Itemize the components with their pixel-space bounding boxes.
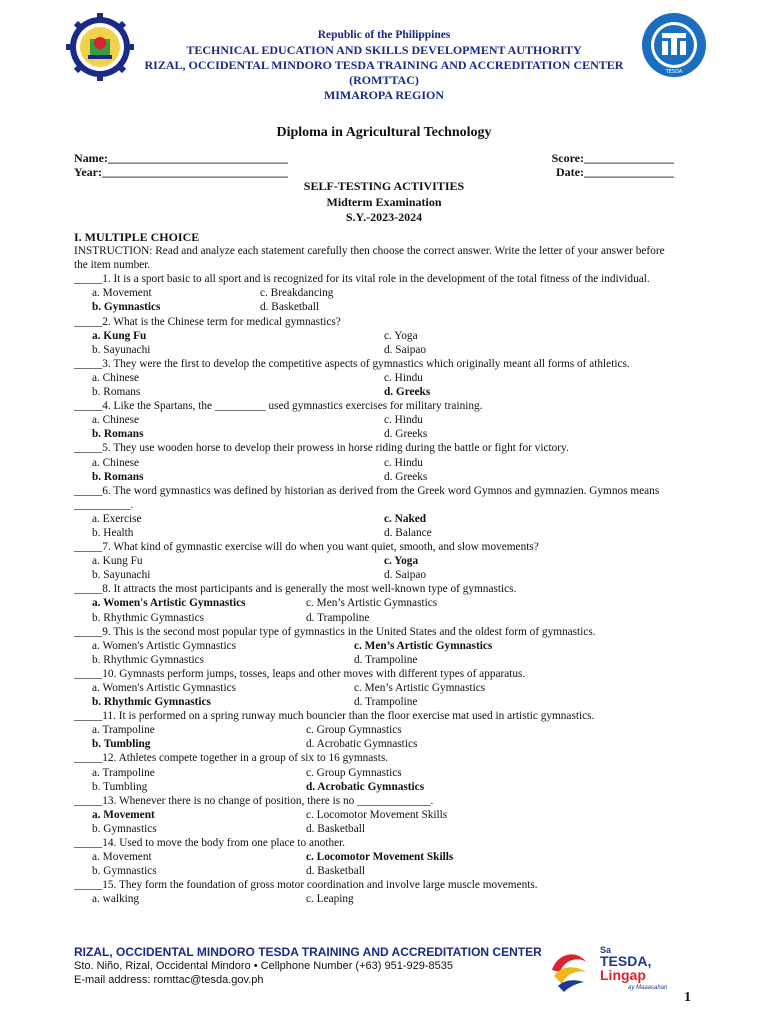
option-d: d. Trampoline: [306, 611, 370, 624]
question-8: _____8. It attracts the most participants and is generally the most well-known type of gymnastics.: [74, 583, 517, 596]
page-number: 1: [684, 990, 691, 1005]
question-14-options: [74, 850, 676, 878]
option-c: c. Locomotor Movement Skills: [306, 808, 448, 821]
activity-heading: SELF-TESTING ACTIVITIES: [303, 179, 465, 193]
question-13-options: [74, 808, 676, 836]
question-9-options: [74, 639, 676, 667]
question-3-options: [74, 371, 676, 399]
option-a: a. Movement: [92, 808, 155, 821]
option-d: d. Acrobatic Gymnastics: [306, 738, 418, 751]
option-c: c. Yoga: [384, 555, 419, 568]
option-d: d. Trampoline: [354, 696, 418, 709]
option-d: d. Basketball: [260, 301, 319, 314]
header-center: RIZAL, OCCIDENTAL MINDORO TESDA TRAINING AND ACCREDITATION CENTER: [144, 58, 624, 72]
option-a: a. Exercise: [92, 512, 142, 525]
score-field[interactable]: Score:_______________: [551, 151, 674, 165]
student-fields: [74, 151, 674, 179]
question-8-options: [74, 596, 676, 624]
option-a: a. Women's Artistic Gymnastics: [92, 597, 246, 610]
option-b: b. Romans: [92, 470, 144, 483]
option-b: b. Sayunachi: [92, 343, 151, 356]
option-a: a. Chinese: [92, 456, 140, 469]
option-d: d. Trampoline: [354, 653, 418, 666]
footer: [74, 945, 542, 987]
option-d: d. Saipao: [384, 569, 427, 582]
option-b: b. Tumbling: [92, 780, 148, 793]
question-9: _____9. This is the second most popular type of gymnastics in the United States and the oldest form of gymnastics.: [74, 625, 596, 638]
option-a: a. Movement: [92, 287, 152, 300]
option-a: a. Kung Fu: [92, 329, 147, 342]
question-6: _____6. The word gymnastics was defined by historian as derived from the Greek word Gymnos and gymnazien. Gymnos means __________.: [74, 484, 660, 511]
option-d: d. Acrobatic Gymnastics: [306, 780, 425, 793]
lingap-text-3: Lingap: [600, 967, 646, 983]
option-b: b. Romans: [92, 428, 144, 441]
question-13: _____13. Whenever there is no change of position, there is no _____________.: [74, 794, 434, 807]
option-a: a. Chinese: [92, 371, 140, 384]
option-a: a. walking: [92, 893, 140, 906]
header-republic: Republic of the Philippines: [317, 29, 451, 41]
year-field[interactable]: Year:_______________________________: [74, 165, 288, 179]
option-b: b. Gymnastics: [92, 822, 157, 835]
tesda-seal-text: TESDA: [665, 69, 683, 75]
footer-center-name: RIZAL, OCCIDENTAL MINDORO TESDA TRAINING AND ACCREDITATION CENTER: [74, 945, 542, 959]
option-c: c. Locomotor Movement Skills: [306, 851, 454, 864]
lingap-logo: [548, 942, 688, 992]
option-b: b. Gymnastics: [92, 865, 157, 878]
question-15-options: [74, 892, 676, 906]
option-c: c. Group Gymnastics: [306, 724, 402, 737]
question-2-options: [74, 329, 676, 357]
option-b: b. Rhythmic Gymnastics: [92, 611, 205, 624]
footer-address: Sto. Niño, Rizal, Occidental Mindoro • Cellphone Number (+63) 951-929-8535: [74, 960, 453, 972]
option-a: a. Chinese: [92, 414, 140, 427]
lingap-text-1: Sa: [600, 945, 612, 955]
question-10: _____10. Gymnasts perform jumps, tosses, leaps and other moves with different types of apparatus.: [74, 667, 526, 680]
option-a: a. Women's Artistic Gymnastics: [92, 639, 236, 652]
option-d: d. Greeks: [384, 428, 428, 441]
option-b: b. Sayunachi: [92, 569, 151, 582]
lingap-text-2: TESDA,: [600, 953, 652, 969]
option-c: c. Leaping: [306, 893, 354, 906]
footer-email: E-mail address: romttac@tesda.gov.ph: [74, 974, 264, 986]
header-region: MIMAROPA REGION: [323, 88, 445, 102]
name-field[interactable]: Name:______________________________: [74, 151, 288, 165]
question-4: _____4. Like the Spartans, the _________ used gymnastics exercises for military training.: [74, 400, 483, 413]
option-a: a. Kung Fu: [92, 555, 143, 568]
option-c: c. Men’s Artistic Gymnastics: [354, 639, 493, 652]
option-c: c. Men’s Artistic Gymnastics: [354, 682, 486, 694]
question-6-options: [74, 512, 676, 540]
section-title: I. MULTIPLE CHOICE: [74, 230, 200, 244]
question-11: _____11. It is performed on a spring runway much bouncier than the floor exercise mat used in artistic gymnastics.: [74, 710, 595, 723]
question-7: _____7. What kind of gymnastic exercise will do when you want quiet, smooth, and slow movements?: [74, 541, 539, 554]
option-b: b. Tumbling: [92, 738, 151, 751]
question-7-options: [74, 554, 676, 582]
option-c: c. Men’s Artistic Gymnastics: [306, 597, 438, 610]
option-c: c. Hindu: [384, 414, 423, 427]
header-acronym: (ROMTTAC): [349, 73, 419, 87]
option-b: b. Gymnastics: [92, 301, 161, 314]
option-d: d. Balance: [384, 526, 432, 539]
option-b: b. Rhythmic Gymnastics: [92, 653, 205, 666]
question-12: _____12. Athletes compete together in a group of six to 16 gymnasts.: [74, 752, 389, 765]
exam-heading: Midterm Examination: [326, 195, 442, 209]
question-15: _____15. They form the foundation of gross motor coordination and involve large muscle movements.: [74, 879, 538, 892]
option-a: a. Movement: [92, 851, 152, 864]
option-d: d. Saipao: [384, 343, 427, 356]
option-c: c. Group Gymnastics: [306, 766, 402, 779]
option-b: b. Health: [92, 526, 134, 539]
question-10-options: [74, 681, 676, 709]
option-c: c. Naked: [384, 512, 427, 525]
question-1-options: [74, 286, 676, 314]
lingap-text-4: ay Maaasahan: [628, 985, 668, 991]
option-c: c. Yoga: [384, 329, 418, 342]
question-14: _____14. Used to move the body from one place to another.: [74, 837, 346, 850]
option-c: c. Hindu: [384, 371, 423, 384]
option-c: c. Breakdancing: [260, 287, 334, 300]
option-a: a. Trampoline: [92, 724, 155, 737]
option-d: d. Greeks: [384, 470, 428, 483]
header-agency: TECHNICAL EDUCATION AND SKILLS DEVELOPMENT AUTHORITY: [186, 43, 582, 57]
letterhead: [0, 28, 768, 103]
question-5: _____5. They use wooden horse to develop their prowess in horse riding during the battle or fight for victory.: [74, 442, 569, 455]
question-5-options: [74, 456, 676, 484]
question-list: [74, 230, 676, 907]
option-c: c. Hindu: [384, 456, 423, 469]
question-4-options: [74, 413, 676, 441]
question-11-options: [74, 723, 676, 751]
option-d: d. Greeks: [384, 386, 431, 399]
question-12-options: [74, 766, 676, 794]
date-field[interactable]: Date:_______________: [556, 165, 674, 179]
option-d: d. Basketball: [306, 865, 365, 878]
option-a: a. Trampoline: [92, 766, 155, 779]
option-d: d. Basketball: [306, 822, 365, 835]
question-3: _____3. They were the first to develop the competitive aspects of gymnastics which originally meant all forms of athletics.: [74, 357, 630, 370]
option-b: b. Rhythmic Gymnastics: [92, 696, 211, 709]
school-year: S.Y.-2023-2024: [345, 210, 423, 224]
option-a: a. Women's Artistic Gymnastics: [92, 682, 236, 694]
question-2: _____2. What is the Chinese term for medical gymnastics?: [74, 315, 341, 328]
option-b: b. Romans: [92, 386, 141, 399]
question-1: _____1. It is a sport basic to all sport and is recognized for its vital role in the development of the total fitness of the individual.: [74, 273, 650, 286]
instruction: INSTRUCTION: Read and analyze each statement carefully then choose the correct answer. Write the letter of your answer before the item number.: [74, 245, 665, 272]
document-title: Diploma in Agricultural Technology: [276, 125, 492, 140]
